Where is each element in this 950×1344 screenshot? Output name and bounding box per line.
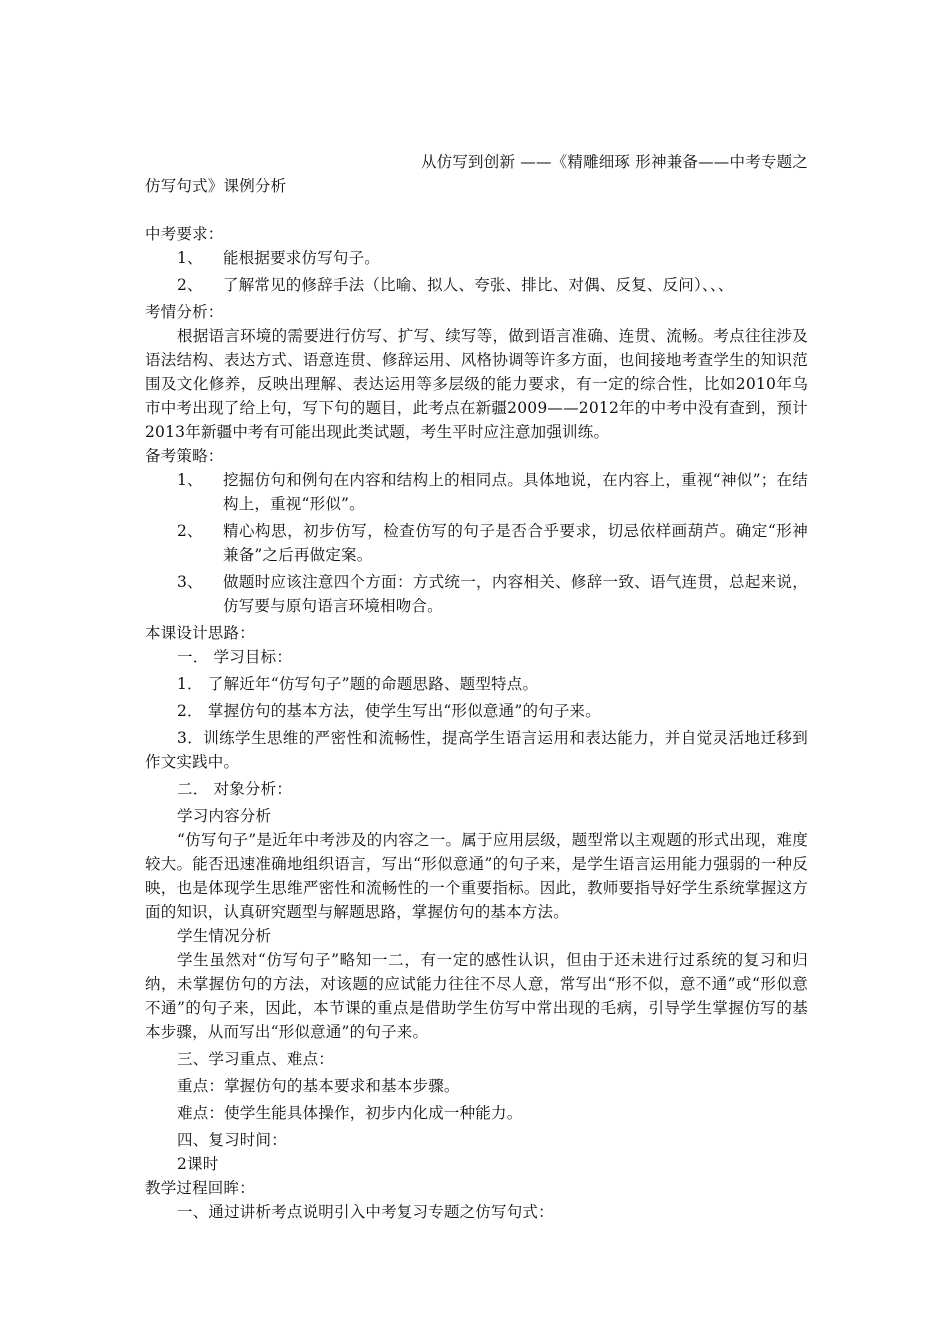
requirements-heading: 中考要求： xyxy=(145,225,224,243)
document-page xyxy=(145,150,808,1224)
requirement-item-1 xyxy=(145,246,808,270)
review-time-heading: 四、复习时间： xyxy=(177,1131,287,1149)
strategy-item-3 xyxy=(145,570,808,618)
goal-1: 1． 了解近年“仿写句子”题的命题思路、题型特点。 xyxy=(177,675,539,693)
strategy-heading: 备考策略： xyxy=(145,447,224,465)
title-line-2: 仿写句式》课例分析 xyxy=(145,177,287,195)
requirement-item-1-text: 能根据要求仿写句子。 xyxy=(223,249,381,267)
key-points-heading: 三、学习重点、难点： xyxy=(177,1050,335,1068)
process-heading: 教学过程回眸： xyxy=(145,1179,255,1197)
strategy-item-1 xyxy=(145,468,808,516)
strategy-item-1-num: 1、 xyxy=(177,471,203,489)
exam-analysis-paragraph: 根据语言环境的需要进行仿写、扩写、续写等，做到语言准确、连贯、流畅。考点往往涉及语法结构、表达方式、语意连贯、修辞运用、风格协调等许多方面，也间接地考查学生的知识范围及文化修养，反映出理解、表达运用等多层级的能力要求，有一定的综合性，比如2010年乌市中考出现了给上句，写下句的题目，此考点在新疆2009——2012年的中考中没有查到，预计2013年新疆中考有可能出现此类试题，考生平时应注意加强训练。 xyxy=(145,327,808,441)
goal-3: 3．训练学生思维的严密性和流畅性，提高学生语言运用和表达能力，并自觉灵活地迁移到作文实践中。 xyxy=(145,729,808,771)
process-step-1: 一、通过讲析考点说明引入中考复习专题之仿写句式： xyxy=(177,1203,554,1221)
student-analysis-paragraph: 学生虽然对“仿写句子”略知一二，有一定的感性认识，但由于还未进行过系统的复习和归纳，未掌握仿句的方法，对该题的应试能力往往不尽人意，常写出“形不似，意不通”或“形似意不通”的句子来，因此，本节课的重点是借助学生仿写中常出现的毛病，引导学生掌握仿写的基本步骤，从而写出“形似意通”的句子来。 xyxy=(145,951,808,1041)
content-analysis-heading: 学习内容分析 xyxy=(177,807,272,825)
content-analysis-paragraph: “仿写句子”是近年中考涉及的内容之一。属于应用层级，题型常以主观题的形式出现，难度较大。能否迅速准确地组织语言，写出“形似意通”的句子来，是学生语言运用能力强弱的一种反映，也是体现学生思维严密性和流畅性的一个重要指标。因此，教师要指导好学生系统掌握这方面的知识，认真研究题型与解题思路，掌握仿句的基本方法。 xyxy=(145,831,808,921)
strategy-item-3-num: 3、 xyxy=(177,573,203,591)
strategy-item-2 xyxy=(145,519,808,567)
requirement-item-2 xyxy=(145,273,808,297)
requirement-item-2-num: 2、 xyxy=(177,276,203,294)
requirement-item-2-text: 了解常见的修辞手法（比喻、拟人、夸张、排比、对偶、反复、反问）、、、 xyxy=(223,276,734,294)
requirement-item-1-num: 1、 xyxy=(177,249,203,267)
object-analysis-heading: 二． 对象分析： xyxy=(177,780,293,798)
goals-heading: 一． 学习目标： xyxy=(177,648,293,666)
review-time-value: 2课时 xyxy=(177,1155,219,1173)
goal-2: 2． 掌握仿句的基本方法，使学生写出“形似意通”的句子来。 xyxy=(177,702,601,720)
title-line-1: 从仿写到创新 ——《精雕细琢 形神兼备——中考专题之 xyxy=(420,153,808,171)
strategy-item-2-text: 精心构思，初步仿写，检查仿写的句子是否合乎要求，切忌依样画葫芦。确定“形神兼备”之后再做定案。 xyxy=(223,522,808,564)
student-analysis-heading: 学生情况分析 xyxy=(177,927,272,945)
design-heading: 本课设计思路： xyxy=(145,624,255,642)
exam-analysis-heading: 考情分析： xyxy=(145,303,224,321)
strategy-item-1-text: 挖掘仿句和例句在内容和结构上的相同点。具体地说，在内容上，重视“神似”；在结构上，重视“形似”。 xyxy=(223,471,808,513)
strategy-item-3-text: 做题时应该注意四个方面：方式统一，内容相关、修辞一致、语气连贯，总起来说，仿写要与原句语言环境相吻合。 xyxy=(223,573,808,615)
difficulty-point: 难点：使学生能具体操作，初步内化成一种能力。 xyxy=(177,1104,523,1122)
key-point: 重点：掌握仿句的基本要求和基本步骤。 xyxy=(177,1077,460,1095)
strategy-item-2-num: 2、 xyxy=(177,522,203,540)
